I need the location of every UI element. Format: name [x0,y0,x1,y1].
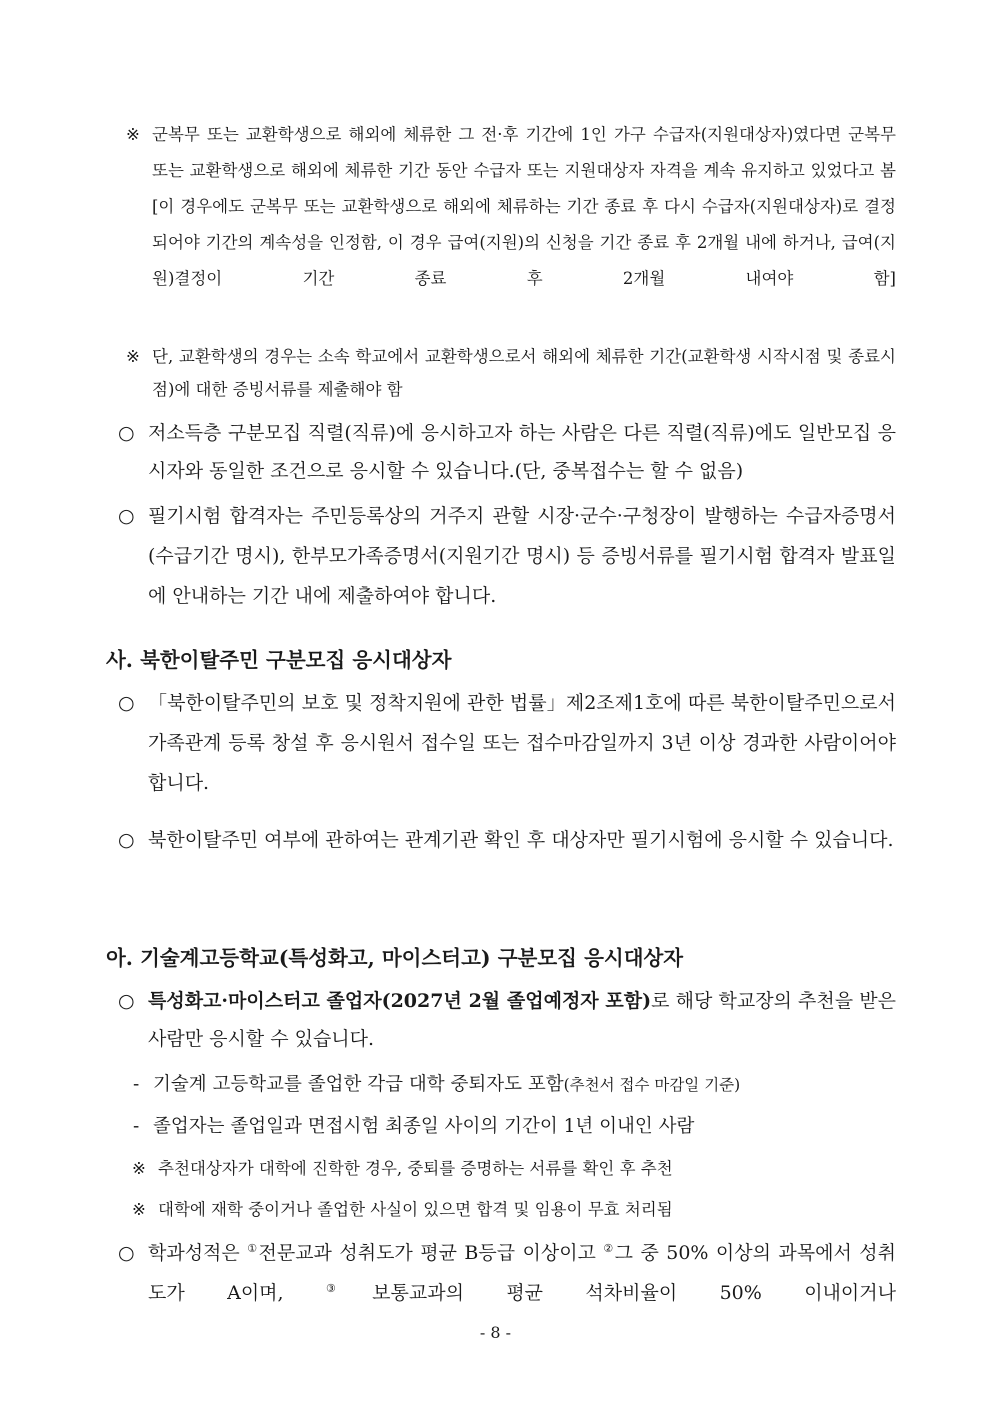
bullet-mark: ○ [118,422,135,444]
bullet-written-exam-docs [118,496,896,616]
grade-text-3: 보통교과의 평균 석차비율이 50% 이내이거나 [372,1282,896,1304]
bullet-text: 북한이탈주민 여부에 관하여는 관계기관 확인 후 대상자만 필기시험에 응시할 수 있습니다. [148,829,894,851]
note-text: 군복무 또는 교환학생으로 해외에 체류한 그 전·후 기간에 1인 가구 수급자(지원대상자)였다면 군복무 또는 교환학생으로 해외에 체류한 기간 동안 수급자 또는 지원대상자 자격을 계속 유지하고 있었다고 봄[이 경우에도 군복무 또는 교환학생으로 해외에 체류하는 기간 종료 후 다시 수급자(지원대상자)로 결정되어야 기간의 계속성을 인정함, 이 경우 급여(지원)의 신청을 기간 종료 후 2개월 내에 하거나, 급여(지원)결정이 기간 종료 후 2개월 내여야 함] [152,125,896,288]
bullet-mark: ○ [118,829,135,851]
grade-text-1: 전문교과 성취도가 평균 B등급 이상이고 [258,1242,604,1264]
bullet-mark: ○ [118,1242,135,1264]
note-text: 추천대상자가 대학에 진학한 경우, 중퇴를 증명하는 서류를 확인 후 추천 [158,1159,673,1178]
note-enrollment-void [132,1199,896,1223]
note-military-exchange [126,117,896,333]
circled-three: ③ [325,1282,373,1295]
reference-mark: ※ [126,347,140,366]
page-number: - 8 - [479,1323,512,1342]
dash-graduation-period [133,1108,896,1146]
bullet-mark: ○ [118,990,135,1012]
section-heading-north-korean-defectors: 사. 북한이탈주민 구분모집 응시대상자 [106,648,452,672]
reference-mark: ※ [132,1200,146,1219]
note-recommend-dropout [132,1158,896,1182]
dash-college-dropouts [133,1066,896,1104]
bullet-text: 「북한이탈주민의 보호 및 정착지원에 관한 법률」제2조제1호에 따른 북한이탈주민으로서 가족관계 등록 창설 후 응시원서 접수일 또는 접수마감일까지 3년 이상 경과한 사람이어야 합니다. [148,692,896,794]
bullet-mark: ○ [118,505,135,527]
dash-text: 기술계 고등학교를 졸업한 각급 대학 중퇴자도 포함 [153,1074,564,1095]
grade-text-2: 그 중 50% 이상의 과목에서 성취도가 A이며, [148,1242,896,1304]
bullet-technical-graduates [118,982,896,1058]
note-text: 대학에 재학 중이거나 졸업한 사실이 있으면 합격 및 임용이 무효 처리됨 [158,1200,673,1219]
bullet-bold-text: 특성화고·마이스터고 졸업자(2027년 2월 졸업예정자 포함) [148,990,652,1012]
dash-mark: - [133,1074,140,1095]
dash-small-text: (추천서 접수 마감일 기준) [563,1076,741,1094]
dash-text: 졸업자는 졸업일과 면접시험 최종일 사이의 기간이 1년 이내인 사람 [153,1116,695,1137]
bullet-text: 저소득층 구분모집 직렬(직류)에 응시하고자 하는 사람은 다른 직렬(직류)에도 일반모집 응시자와 동일한 조건으로 응시할 수 있습니다.(단, 중복접수는 할 수 없음) [148,422,896,482]
bullet-text: 필기시험 합격자는 주민등록상의 거주지 관할 시장·군수·구청장이 발행하는 수급자증명서(수급기간 명시), 한부모가족증명서(지원기간 명시) 등 증빙서류를 필기시험 합격자 발표일에 안내하는 기간 내에 제출하여야 합니다. [148,505,896,607]
section-heading-technical-high-school: 아. 기술계고등학교(특성화고, 마이스터고) 구분모집 응시대상자 [106,946,684,970]
bullet-academic-grades [118,1233,896,1317]
bullet-text: 로 해당 학교장의 추천을 받은 사람만 응시할 수 있습니다. [148,990,896,1050]
circled-one: ① [247,1242,259,1255]
grade-text-pre: 학과성적은 [148,1242,248,1264]
note-text: 단, 교환학생의 경우는 소속 학교에서 교환학생으로서 해외에 체류한 기간(교환학생 시작시점 및 종료시점)에 대한 증빙서류를 제출해야 함 [152,347,896,399]
bullet-defector-verification [118,820,896,900]
reference-mark: ※ [132,1159,146,1178]
reference-mark: ※ [126,125,140,144]
bullet-defector-eligibility [118,683,896,803]
dash-mark: - [133,1116,140,1137]
note-exchange-proof [126,340,896,406]
circled-two: ② [603,1242,615,1255]
bullet-mark: ○ [118,692,135,714]
bullet-low-income-apply [118,414,896,490]
